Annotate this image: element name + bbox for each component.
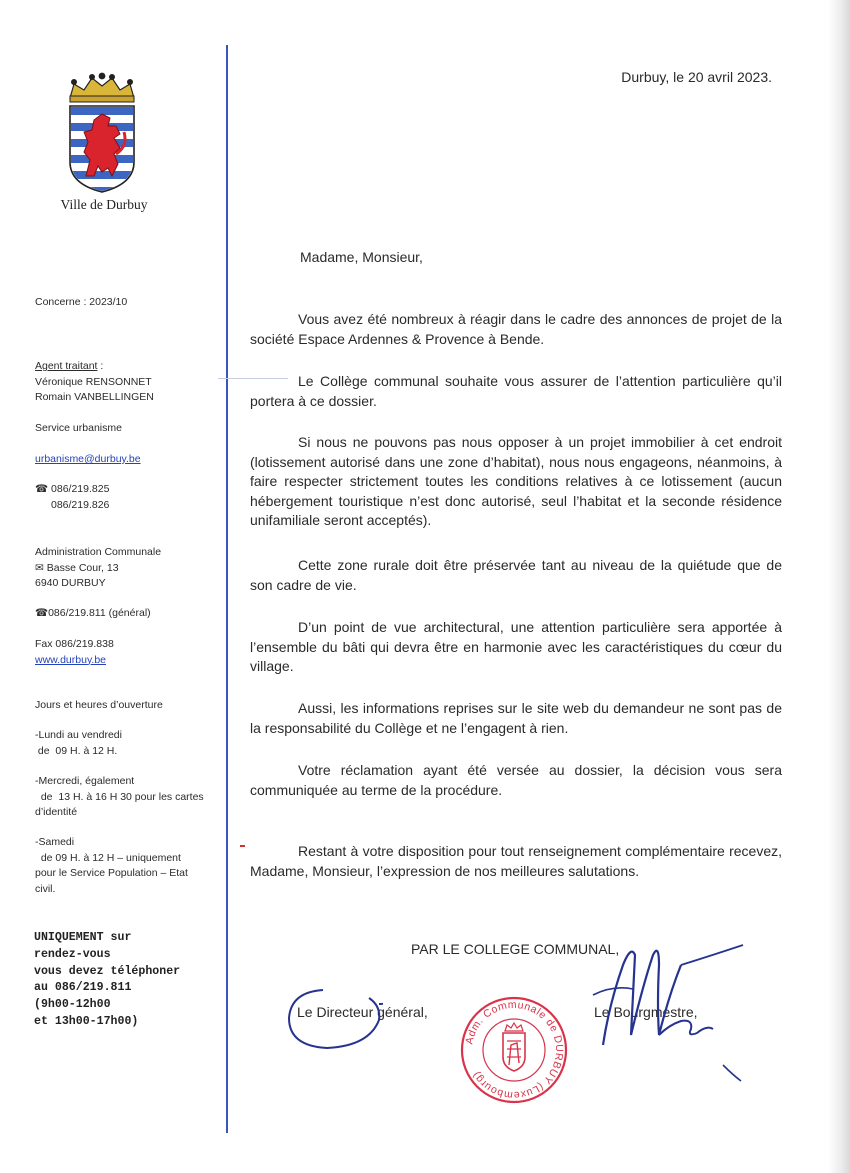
letter-paragraph: Vous avez été nombreux à réagir dans le cadre des annonces de projet de la société Espace Ardennes & Provence à Bende. xyxy=(250,311,782,347)
letter-paragraph: Le Collège communal souhaite vous assurer de l’attention particulière qu’il portera à ce dossier. xyxy=(250,373,782,409)
letter-paragraph: Restant à votre disposition pour tout renseignement complémentaire recevez, Madame, Monsieur, l’expression de nos meilleures salutations. xyxy=(250,843,782,879)
admin-city: 6940 DURBUY xyxy=(35,577,106,589)
mayor-title: Le Bourgmestre, xyxy=(594,1004,698,1020)
hours-title: Jours et heures d’ouverture xyxy=(35,699,163,711)
signatory-heading: PAR LE COLLEGE COMMUNAL, xyxy=(411,941,620,957)
hours-line: de 09 H. à 12 H. xyxy=(35,744,118,757)
phone-number: 086/219.826 xyxy=(51,498,110,511)
durbuy-coat-of-arms-logo xyxy=(64,72,140,194)
hours-line: d’identité xyxy=(35,806,78,818)
hours-weekday xyxy=(35,728,122,759)
director-title: Le Directeur général, xyxy=(297,1004,428,1020)
service-name: Service urbanisme xyxy=(35,422,122,434)
agent-block xyxy=(35,359,154,406)
letter-paragraph: Votre réclamation ayant été versée au dossier, la décision vous sera communiquée au terme de la procédure. xyxy=(250,762,782,798)
agent-name: Romain VANBELLINGEN xyxy=(35,391,154,403)
address-block xyxy=(35,545,161,592)
admin-street: Basse Cour, 13 xyxy=(46,561,119,574)
admin-name: Administration Communale xyxy=(35,546,162,558)
letter-paragraph: Si nous ne pouvons pas nous opposer à un projet immobilier à cet endroit (lotissement autorisé dans une zone d’habitat), nous nous engageons, néanmoins, à faire respecter strictement toutes les conditions relatives à ce lotissement (aucun hébergement touristique n’est donc autorisé, seul l’habitat et la seconde résidence unifamiliale seront acceptés). xyxy=(250,434,782,528)
email-link[interactable]: urbanisme@durbuy.be xyxy=(35,453,141,465)
phone-icon: ☎ xyxy=(35,607,49,619)
agent-separator: : xyxy=(97,360,104,372)
official-stamp xyxy=(459,995,569,1105)
margin-rule xyxy=(226,45,228,1133)
director-signature xyxy=(283,984,383,1054)
hours-line: de 09 H. à 12 H – uniquement xyxy=(35,851,181,864)
hours-wednesday xyxy=(35,774,204,821)
hours-saturday xyxy=(35,835,188,897)
svg-text:Adm. Communale de DURBUY (Luxe xyxy=(463,999,565,1101)
stamp-text: Adm. Communale de DURBUY (Luxembourg) xyxy=(463,998,566,1102)
city-name: Ville de Durbuy xyxy=(60,197,148,212)
fax-number: Fax 086/219.838 xyxy=(35,638,114,650)
phone-number: 086/219.825 xyxy=(51,483,110,495)
hours-line: pour le Service Population – Etat xyxy=(35,867,188,879)
letter-date: Durbuy, le 20 avril 2023. xyxy=(621,69,772,85)
hours-line: civil. xyxy=(35,882,56,895)
fax-web-block xyxy=(35,637,114,668)
scan-mark-red xyxy=(240,845,245,847)
appointment-note: UNIQUEMENT sur rendez-vous vous devez téléphoner au 086/219.811 (9h00-12h00 et 13h00-17h00) xyxy=(34,931,181,1028)
website-link[interactable]: www.durbuy.be xyxy=(35,653,107,666)
mayor-signature xyxy=(573,925,753,1095)
mail-icon: ✉ xyxy=(35,561,44,574)
letter-paragraph: Aussi, les informations reprises sur le site web du demandeur ne sont pas de la responsabilité du Collège et ne l’engagent à rien. xyxy=(250,700,782,736)
phone-icon: ☎ xyxy=(35,483,49,495)
letter-paragraph: Cette zone rurale doit être préservée tant au niveau de la quiétude que de son cadre de vie. xyxy=(250,557,782,593)
hours-line: -Mercredi, également xyxy=(35,775,135,787)
letter-paragraph: D’un point de vue architectural, une attention particulière sera apportée à l’ensemble du bâti qui devra être en harmonie avec les caractéristiques du cœur du village. xyxy=(250,619,782,674)
hours-line: de 13 H. à 16 H 30 pour les cartes xyxy=(35,790,204,803)
salutation: Madame, Monsieur, xyxy=(300,249,423,265)
phone-block xyxy=(35,482,109,513)
scanned-page-edge xyxy=(828,0,850,1173)
agent-name: Véronique RENSONNET xyxy=(35,375,152,388)
reference-number: Concerne : 2023/10 xyxy=(35,296,128,308)
agent-label: Agent traitant xyxy=(35,360,98,372)
hours-line: -Samedi xyxy=(35,836,75,848)
phone-general: 086/219.811 (général) xyxy=(48,607,151,619)
hours-line: -Lundi au vendredi xyxy=(35,729,122,741)
